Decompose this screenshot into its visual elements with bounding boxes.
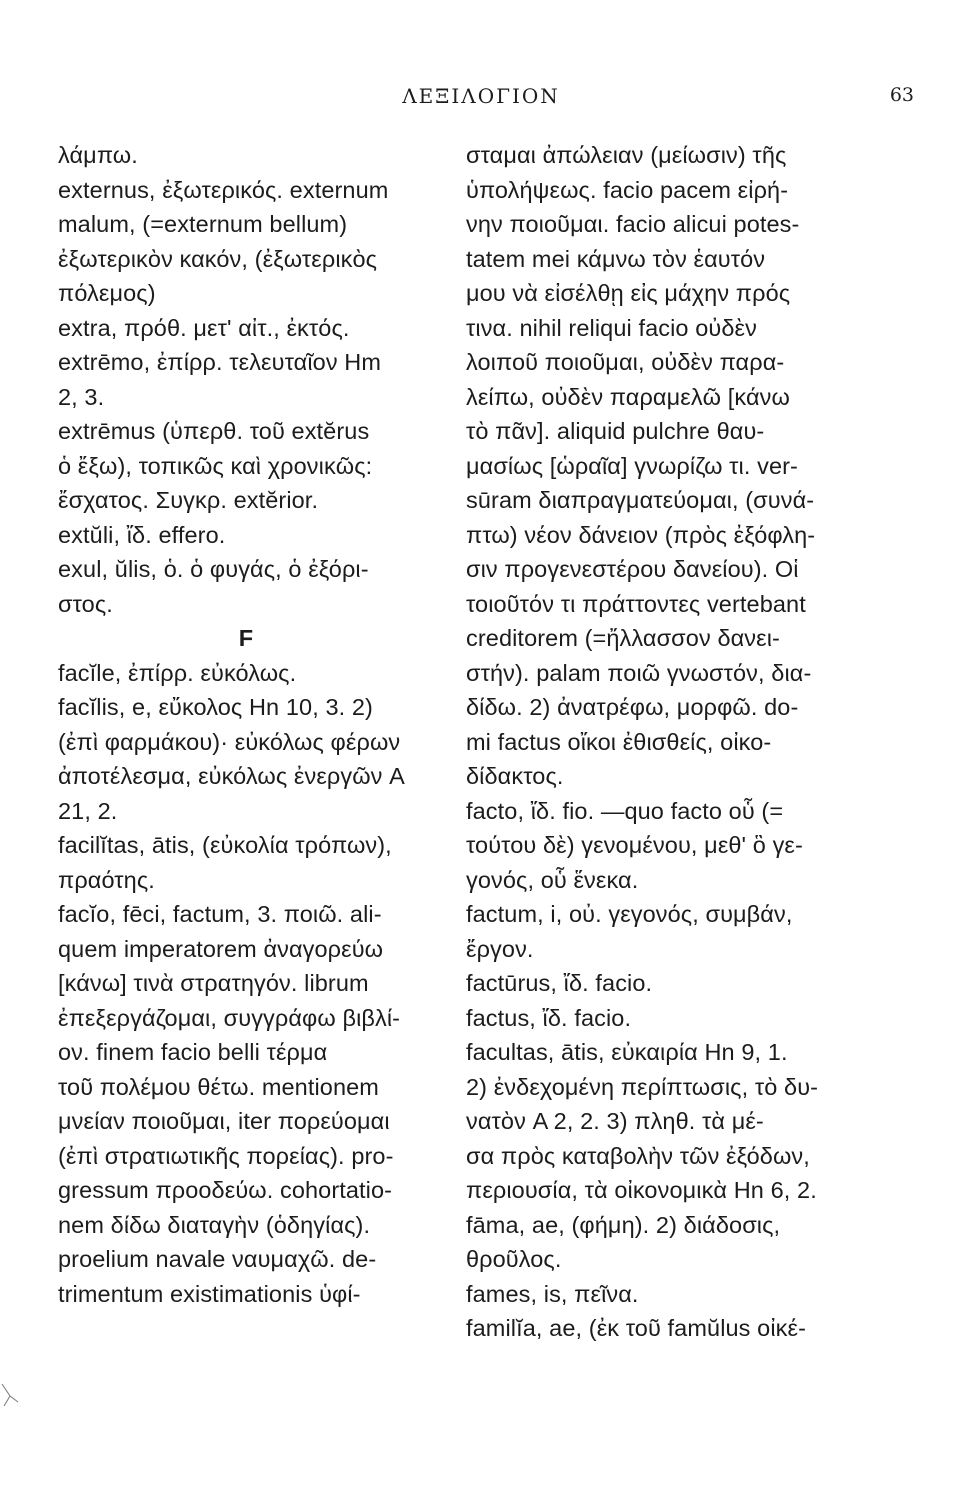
right-column-line: sūram διαπραγματεύομαι, (συνά- [466,487,815,513]
left-column-line: (ἐπὶ στρατιωτικῆς πορείας). pro- [58,1142,394,1169]
right-column-line: familĭa, ae, (ἐκ τοῦ famŭlus οἰκέ- [466,1315,807,1341]
left-column-line: extra, πρόθ. μετ' αἰτ., ἐκτός. [58,314,350,341]
margin-scan-mark [0,1382,24,1422]
left-column-line: facilĭtas, ātis, (εὐκολία τρόπων), [58,832,392,858]
right-column-line: ὑπολήψεως. facio pacem εἰρή- [466,176,789,203]
right-column-line: τινα. nihil reliqui facio οὐδὲν [466,314,757,341]
left-column-line: πόλεμος) [58,280,156,306]
left-column-line: ὁ ἔξω), τοπικῶς καὶ χρονικῶς: [58,452,373,479]
left-column-line: ἐξωτερικὸν κακόν, (ἐξωτερικὸς [58,245,378,272]
left-column [58,138,434,1311]
right-column-line: 2) ἐνδεχομένη περίπτωσις, τὸ δυ- [466,1073,819,1100]
left-column-line: quem imperatorem ἀναγορεύω [58,935,384,962]
left-column-line: extŭli, ἴδ. effero. [58,521,226,548]
right-column-line: facultas, ātis, εὐκαιρία Hn 9, 1. [466,1039,788,1065]
right-column-line: tatem mei κάμνω τὸν ἑαυτόν [466,245,766,272]
left-column-line: μνείαν ποιοῦμαι, iter πορεύομαι [58,1108,390,1134]
left-column-line: facĭo, fēci, factum, 3. ποιῶ. ali- [58,901,382,927]
right-column-line: μασίως [ὡραῖα] γνωρίζω τι. ver- [466,452,798,479]
left-column-line: ἐπεξεργάζομαι, συγγράφω βιβλί- [58,1004,401,1031]
right-column-line: στήν). palam ποιῶ γνωστόν, δια- [466,659,812,686]
left-column-line: exul, ŭlis, ὁ. ὁ φυγάς, ὁ ἐξόρι- [58,556,369,582]
left-column-line: 21, 2. [58,797,118,824]
right-column-line: factum, i, οὐ. γεγονός, συμβάν, [466,901,793,927]
left-column-line: extrēmo, ἐπίρρ. τελευταῖον Hm [58,349,382,375]
right-column-line: σα πρὸς καταβολὴν τῶν ἐξόδων, [466,1142,810,1169]
left-column-line: facĭlis, e, εὔκολος Hn 10, 3. 2) [58,694,373,720]
right-column-line: σιν προγενεστέρου δανείου). Οἱ [466,556,799,582]
right-column-line: νατὸν A 2, 2. 3) πληθ. τὰ μέ- [466,1108,764,1134]
left-column-line: (ἐπὶ φαρμάκου)· εὐκόλως φέρων [58,728,401,755]
left-column-line: externus, ἐξωτερικός. externum [58,176,389,203]
left-column-line: facĭle, ἐπίρρ. εὐκόλως. [58,659,297,686]
left-column-line: στος. [58,590,113,617]
left-column-line: ἀποτέλεσμα, εὐκόλως ἐνεργῶν A [58,763,405,789]
left-column-line: ον. finem facio belli τέρμα [58,1039,328,1065]
right-column-line: θροῦλος. [466,1246,562,1272]
right-column-line: μου νὰ εἰσέλθῃ εἰς μάχην πρός [466,280,791,306]
right-column-line: δίδω. 2) ἀνατρέφω, μορφῶ. do- [466,694,799,720]
right-column-line: factūrus, ἴδ. facio. [466,970,653,996]
right-column-line: δίδακτος. [466,763,564,789]
right-column-line: τὸ πᾶν]. aliquid pulchre θαυ- [466,418,765,444]
right-column-line: νην ποιοῦμαι. facio alicui potes- [466,211,800,237]
left-column-line: 2, 3. [58,383,105,410]
left-column-line: τοῦ πολέμου θέτω. mentionem [58,1073,379,1100]
right-column-line: facto, ἴδ. fio. —quo facto οὗ (= [466,797,784,824]
running-header: ΛΕΞΙΛΟΓΙΟΝ [402,84,560,108]
right-column-line: fames, is, πεῖνα. [466,1280,639,1307]
left-column-line: nem δίδω διαταγὴν (ὁδηγίας). [58,1211,371,1238]
right-column-line: γονός, οὗ ἕνεκα. [466,866,639,893]
left-column-line: [κάνω] τινὰ στρατηγόν. librum [58,970,369,996]
right-column-line: τούτου δὲ) γενομένου, μεθ' ὃ γε- [466,832,803,858]
right-column-line: περιουσία, τὰ οἰκονομικὰ Hn 6, 2. [466,1177,817,1203]
left-column-line: πραότης. [58,866,155,893]
right-column-line: λοιποῦ ποιοῦμαι, οὐδὲν παρα- [466,349,785,375]
left-column-line: ἔσχατος. Συγκρ. extĕrior. [58,487,319,513]
right-column-line: fāma, ae, (φήμη). 2) διάδοσις, [466,1211,781,1238]
right-column-line: σταμαι ἀπώλειαν (μείωσιν) τῆς [466,142,787,168]
left-column-line: extrēmus (ὑπερθ. τοῦ extĕrus [58,418,370,444]
right-column-line: mi factus οἴκοι ἐθισθείς, οἰκο- [466,728,772,755]
left-column-line: malum, (=externum bellum) [58,211,348,237]
right-column-line: λείπω, οὐδὲν παραμελῶ [κάνω [466,383,790,410]
right-column-line: πτω) νέον δάνειον (πρὸς ἐξόφλη- [466,521,816,548]
right-column-line: ἔργον. [466,935,534,962]
left-column-line: gressum προοδεύω. cohortatio- [58,1177,393,1203]
section-letter-heading: F [238,625,254,651]
right-column-line: τοιοῦτόν τι πράττοντες vertebant [466,590,806,617]
right-column-line: creditorem (=ἤλλασσον δανει- [466,625,780,651]
right-column-line: factus, ἴδ. facio. [466,1004,632,1031]
left-column-line: trimentum existimationis ὑφί- [58,1280,361,1307]
right-column [466,138,864,1346]
left-column-line: proelium navale ναυμαχῶ. de- [58,1246,377,1272]
left-column-line: λάμπω. [58,142,138,168]
page-number: 63 [889,84,914,106]
